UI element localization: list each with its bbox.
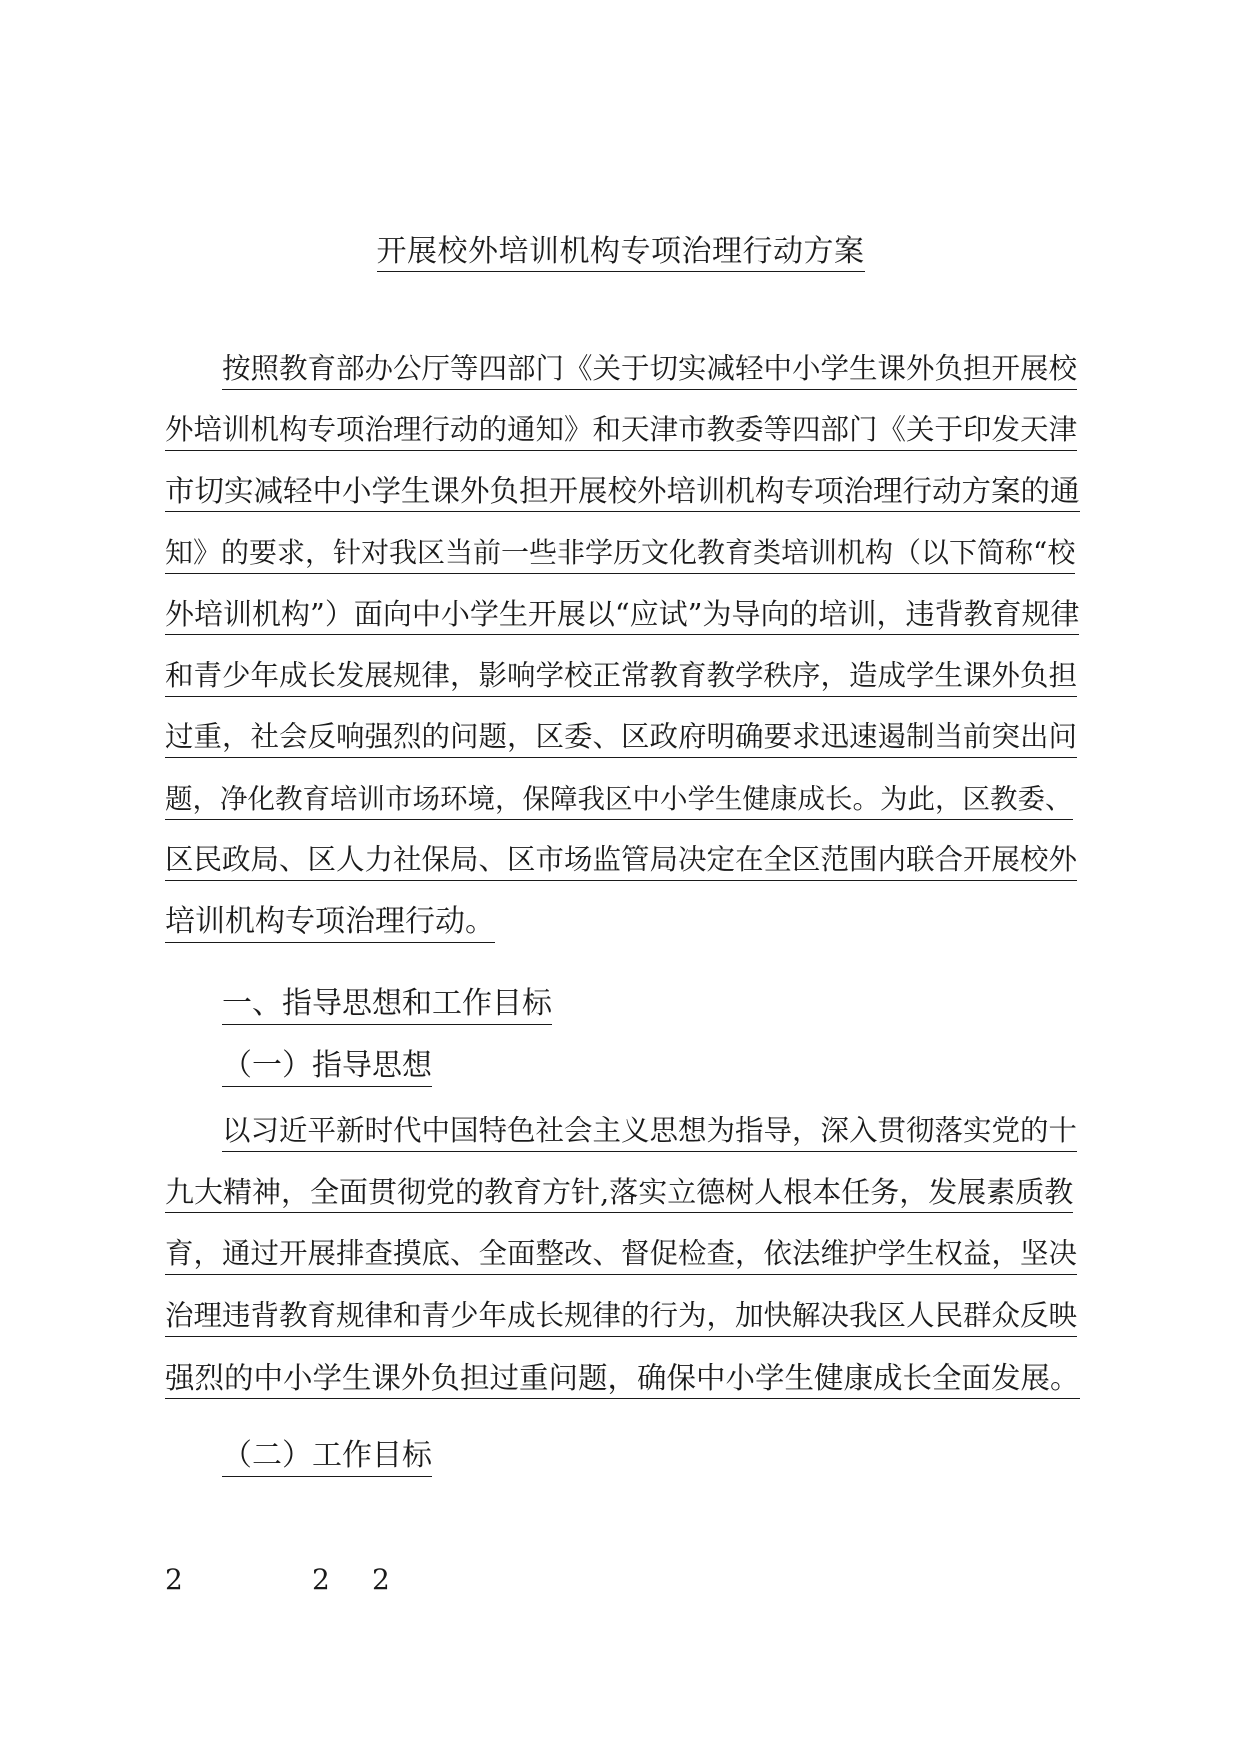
paragraph-line: 以习近平新时代中国特色社会主义思想为指导，深入贯彻落实党的十 xyxy=(222,1111,1077,1152)
paragraph-line: 和青少年成长发展规律，影响学校正常教育教学秩序，造成学生课外负担 xyxy=(165,656,1077,697)
paragraph-line: 治理违背教育规律和青少年成长规律的行为，加快解决我区人民群众反映 xyxy=(165,1296,1077,1337)
paragraph-line: 题，净化教育培训市场环境，保障我区中小学生健康成长。为此，区教委、 xyxy=(165,779,1073,820)
footer-number: 2 xyxy=(165,1563,183,1596)
paragraph-line: 按照教育部办公厅等四部门《关于切实减轻中小学生课外负担开展校 xyxy=(222,349,1077,390)
paragraph-line: 九大精神，全面贯彻党的教育方针,落实立德树人根本任务，发展素质教 xyxy=(165,1172,1073,1213)
paragraph-line: 外培训机构”）面向中小学生开展以“应试”为导向的培训，违背教育规律 xyxy=(165,594,1079,635)
paragraph-line: 外培训机构专项治理行动的通知》和天津市教委等四部门《关于印发天津 xyxy=(165,410,1077,451)
paragraph-line: 过重，社会反响强烈的问题，区委、区政府明确要求迅速遏制当前突出问 xyxy=(165,717,1077,758)
paragraph-line: 育，通过开展排查摸底、全面整改、督促检查，依法维护学生权益，坚决 xyxy=(165,1234,1077,1275)
paragraph-line: 培训机构专项治理行动。 xyxy=(165,902,495,943)
section-heading: 一、指导思想和工作目标 xyxy=(222,984,552,1025)
footer-number: 2 xyxy=(372,1563,390,1596)
paragraph-line: 市切实减轻中小学生课外负担开展校外培训机构专项治理行动方案的通 xyxy=(165,471,1080,512)
paragraph-line: 知》的要求，针对我区当前一些非学历文化教育类培训机构（以下简称“校 xyxy=(165,533,1075,574)
subsection-heading: （一）指导思想 xyxy=(222,1046,432,1087)
footer-number: 2 xyxy=(312,1563,330,1596)
subsection-heading: （二）工作目标 xyxy=(222,1436,432,1477)
paragraph-line: 区民政局、区人力社保局、区市场监管局决定在全区范围内联合开展校外 xyxy=(165,840,1077,881)
paragraph-line: 强烈的中小学生课外负担过重问题，确保中小学生健康成长全面发展。 xyxy=(165,1358,1080,1399)
document-title-text: 开展校外培训机构专项治理行动方案 xyxy=(377,234,865,272)
document-title xyxy=(0,232,1241,272)
